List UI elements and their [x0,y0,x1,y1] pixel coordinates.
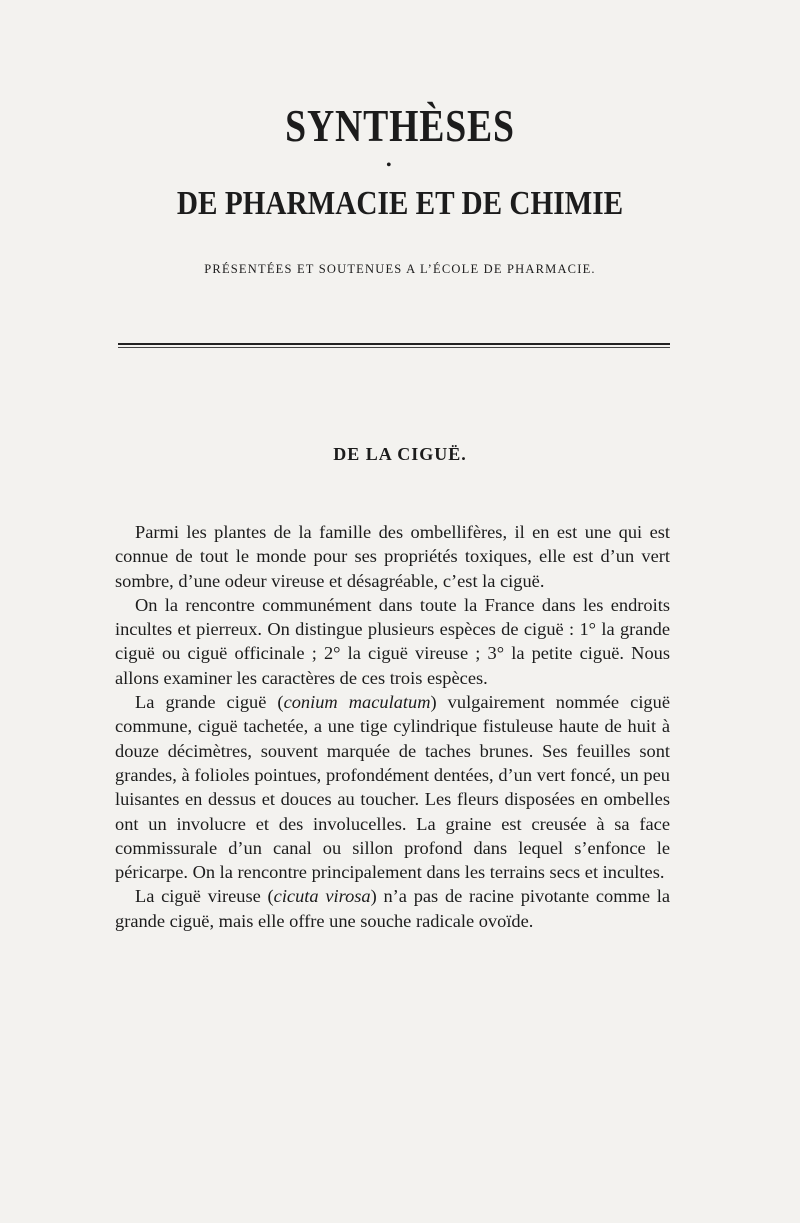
ornament-dot: • [386,157,392,174]
separator-rule [118,343,670,345]
presentation-line: PRÉSENTÉES ET SOUTENUES A L’ÉCOLE DE PHARMACIE. [204,262,596,276]
paragraph-4-rest: ) n’a pas de racine pivotante comme la grande ciguë, mais elle offre une souche radicale ovoïde. [115,886,670,931]
body-text [115,520,670,933]
paragraph-3-start: La grande ciguë ( [135,692,284,713]
latin-name: cicuta virosa [273,886,371,907]
paragraph-2: On la rencontre communément dans toute la France dans les endroits incultes et pierreux. On distingue plusieurs espèces de ciguë : 1° la grande ciguë ou ciguë officinale ; 2° la ciguë vireuse ; 3° la petite ciguë. Nous allons examiner les caractères de ces trois espèces. [115,594,670,688]
paragraph-3 [115,690,670,884]
paragraph-3-rest: ) vulgairement nommée ciguë commune, ciguë tachetée, a une tige cylindrique fistuleuse haute de huit à douze décimètres, souvent marquée de taches brunes. Ses feuilles sont grandes, à folioles pointues, profondément dentées, d’un vert foncé, un peu luisantes en dessus et douces au toucher. Les fleurs disposées en ombelles ont un involucre et des involucelles. La graine est creusée à sa face commissurale d’un canal ou sillon profond dans lequel s’enfonce le péricarpe. On la rencontre principalement dans les terrains secs et incultes. [115,692,670,883]
section-heading: DE LA CIGUË. [333,444,467,464]
paragraph-4 [115,884,670,933]
latin-name: conium maculatum [283,692,431,713]
page-subtitle: DE PHARMACIE ET DE CHIMIE [176,185,624,222]
paragraph-4-start: La ciguë vireuse ( [135,886,274,907]
paragraph-1: Parmi les plantes de la famille des ombellifères, il en est une qui est connue de tout le monde pour ses propriétés toxiques, elle est d’un vert sombre, d’une odeur vireuse et désagréable, c’est la ciguë. [115,522,670,591]
separator-rule-thin [118,347,670,348]
page-title: SYNTHÈSES [285,100,515,151]
